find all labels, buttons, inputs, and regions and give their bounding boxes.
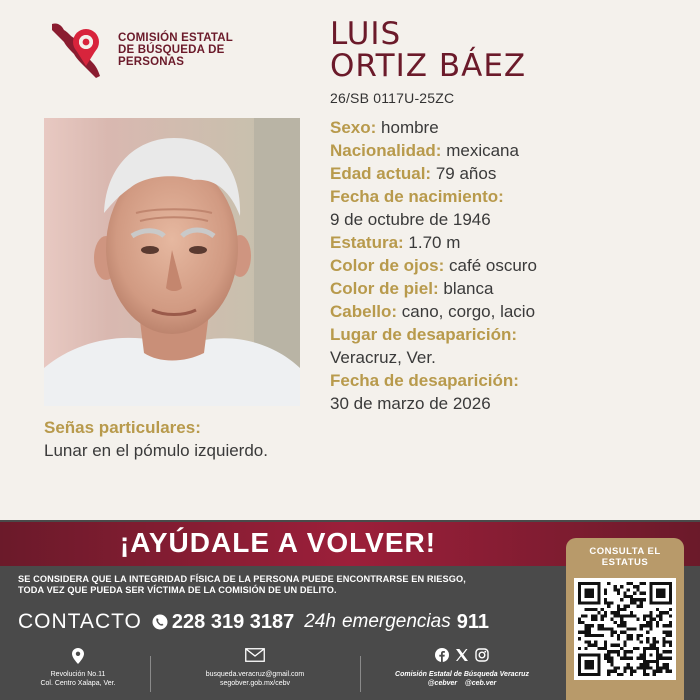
detail-label: Nacionalidad:: [330, 141, 442, 160]
detail-value: Veracruz, Ver.: [330, 348, 436, 367]
detail-label: Fecha de nacimiento:: [330, 187, 504, 206]
detail-value: mexicana: [446, 141, 519, 160]
detail-nacimiento-label: [330, 185, 690, 208]
contact-row: [18, 607, 578, 637]
detail-value: 30 de marzo de 2026: [330, 394, 491, 413]
address-line: Revolución No.11: [50, 671, 106, 678]
location-pin-icon: [18, 648, 138, 666]
last-name: ORTIZ BÁEZ: [330, 48, 527, 84]
footer-divider: [150, 656, 151, 692]
footer-info: [0, 648, 560, 700]
detail-lugar-label: [330, 323, 690, 346]
qr-code[interactable]: [574, 578, 676, 680]
banner-text: ¡AYÚDALE A VOLVER!: [119, 527, 437, 558]
detail-lugar-value: [330, 346, 690, 369]
first-name: LUIS: [330, 16, 402, 52]
detail-nacionalidad: [330, 139, 690, 162]
detail-value: café oscuro: [449, 256, 537, 275]
detail-label: Color de ojos:: [330, 256, 445, 275]
agency-name-line: DE BÚSQUEDA DE: [118, 44, 225, 56]
agency-logo: [48, 20, 233, 82]
detail-label: Fecha de desaparición:: [330, 371, 519, 390]
senas-label: Señas particulares:: [44, 418, 201, 437]
distinguishing-marks: [44, 416, 268, 462]
detail-label: Lugar de desaparición:: [330, 325, 518, 344]
footer-divider: [360, 656, 361, 692]
detail-sexo: [330, 116, 690, 139]
detail-estatura: [330, 231, 690, 254]
warning-line: SE CONSIDERA QUE LA INTEGRIDAD FÍSICA DE LA PERSONA PUEDE ENCONTRARSE EN RIESGO,: [18, 574, 466, 584]
facebook-icon[interactable]: [435, 648, 449, 666]
social-name: Comisión Estatal de Búsqueda Veracruz: [395, 671, 529, 678]
social-icons: [372, 648, 552, 666]
x-icon[interactable]: [455, 648, 469, 666]
contact-hours: 24h: [304, 611, 336, 632]
detail-value: cano, corgo, lacio: [401, 302, 536, 321]
risk-warning: [18, 574, 558, 596]
social-handles: [372, 679, 552, 688]
detail-label: Color de piel:: [330, 279, 439, 298]
address-line: Col. Centro Xalapa, Ver.: [40, 680, 116, 687]
detail-nacimiento-value: [330, 208, 690, 231]
person-name: [330, 18, 526, 82]
detail-fecha-value: [330, 392, 690, 415]
detail-label: Edad actual:: [330, 164, 432, 183]
detail-value: 9 de octubre de 1946: [330, 210, 491, 229]
detail-label: Cabello:: [330, 302, 398, 321]
phone-icon: [152, 614, 168, 630]
detail-edad: [330, 162, 690, 185]
detail-label: Sexo:: [330, 118, 377, 137]
senas-text: Lunar en el pómulo izquierdo.: [44, 441, 268, 460]
emergency-number[interactable]: 911: [456, 610, 489, 633]
detail-value: 1.70 m: [408, 233, 461, 252]
qr-title: [566, 546, 684, 568]
person-details: [330, 116, 690, 415]
mail-icon: [170, 648, 340, 666]
detail-value: blanca: [443, 279, 494, 298]
detail-ojos: [330, 254, 690, 277]
veracruz-map-pin-icon: [48, 20, 114, 82]
footer-email: [170, 648, 340, 688]
contact-phone[interactable]: 228 319 3187: [171, 610, 295, 633]
detail-value: 79 años: [435, 164, 497, 183]
qr-title-line: CONSULTA EL: [589, 546, 661, 557]
email-link[interactable]: busqueda.veracruz@gmail.com: [205, 671, 305, 678]
person-photo: [44, 118, 300, 406]
detail-label: Estatura:: [330, 233, 404, 252]
handle[interactable]: @cebver: [427, 680, 458, 687]
agency-name: [118, 32, 233, 68]
case-id: 26/SB 0117U-25ZC: [330, 90, 455, 106]
detail-fecha-label: [330, 369, 690, 392]
instagram-icon[interactable]: [475, 648, 489, 666]
footer-address: [18, 648, 138, 688]
agency-name-line: PERSONAS: [118, 56, 185, 68]
warning-line: TODA VEZ QUE PUEDA SER VÍCTIMA DE LA COMISIÓN DE UN DELITO.: [18, 585, 337, 595]
web-link[interactable]: segobver.gob.mx/cebv: [219, 680, 291, 687]
footer-social: [372, 648, 552, 688]
emergency-label: emergencias: [341, 611, 451, 632]
qr-title-line: ESTATUS: [601, 557, 649, 568]
agency-name-line: COMISIÓN ESTATAL: [118, 32, 233, 44]
detail-cabello: [330, 300, 690, 323]
detail-piel: [330, 277, 690, 300]
detail-value: hombre: [381, 118, 439, 137]
contact-label: CONTACTO: [18, 610, 142, 633]
handle[interactable]: @ceb.ver: [464, 680, 497, 687]
